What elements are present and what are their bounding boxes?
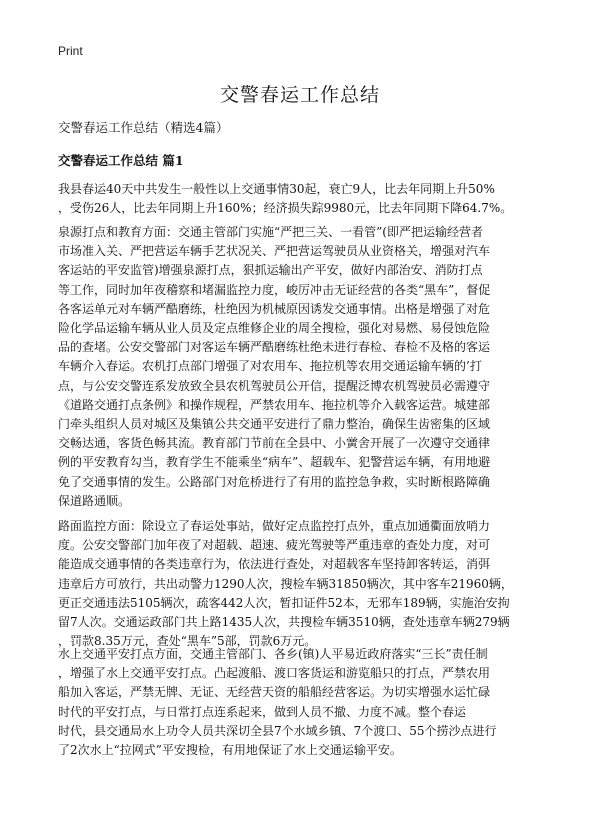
paragraph-line: 我县春运40天中共发生一般性以上交通事情30起，衰亡9人，比去年同期上升50% xyxy=(58,182,495,196)
paragraph-line: 等工作，同时加年夜稽察和堵漏监控力度，峻厉冲击无证经营的各类“黑车”，督促 xyxy=(58,282,491,297)
paragraph-line: 留7人次。交通运政部门共上路1435人次，共搜检车辆3510辆，查处违章车辆279辆 xyxy=(58,615,510,630)
paragraph-accident-statistics xyxy=(58,180,558,218)
paragraph-water-traffic xyxy=(58,645,558,760)
paragraph-line: 船加入客运，严禁无牌、无证、无经营天资的船船经营客运。为切实增强水运忙碌 xyxy=(58,685,491,700)
paragraph-line: 交畅达通，客货色畅其流。教育部门节前在全县中、小黉舍开展了一次遵守交通律 xyxy=(58,436,491,451)
paragraph-line: 路面监控方面：除设立了春运处事站，做好定点监控打点外，重点加通衢面放哨力 xyxy=(58,519,491,533)
paragraph-line: 险化学品运输车辆从业人员及定点维修企业的周全搜检，强化对易燃、易侵蚀危险 xyxy=(58,321,491,336)
paragraph-line: ，罚款8.35万元，查处“黑车”5部，罚款6万元。 xyxy=(58,634,317,649)
paragraph-line: 点，与公安交警连系发放致全县农机驾驶员公开信，提醒泛博农机驾驶员必需遵守 xyxy=(58,378,491,393)
paragraph-line: ，受伤26人，比去年同期上升160%；经济损失踪9980元，比去年同期下降64.7%。 xyxy=(58,201,513,216)
paragraph-line: 门牵头组织人员对城区及集镇公共交通平安进行了鼎力整治，确保生齿密集的区域 xyxy=(58,417,491,432)
paragraph-line: 市场准入关、严把营运车辆手艺状况关、严把营运驾驶员从业资格关，增强对汽车 xyxy=(58,244,491,259)
paragraph-line: 车辆介入春运。农机打点部门增强了对农用车、拖拉机等农用交通运输车辆的’打 xyxy=(58,359,482,374)
paragraph-line: 各客运单元对车辆严酷磨练，杜绝因为机械原因诱发交通事情。出格是增强了对危 xyxy=(58,301,491,316)
paragraph-line: ，增强了水上交通平安打点。凸起渡船、渡口客货运和游览船只的打点，严禁农用 xyxy=(58,666,491,681)
paragraph-line: 保道路通顺。 xyxy=(58,493,131,508)
paragraph-line: 度。公安交警部门加年夜了对超载、超速、疲光驾驶等严重违章的查处力度，对可 xyxy=(58,538,491,553)
paragraph-line: 时代，县交通局水上功令人员共深切全县7个水域乡镇、7个渡口、55个捞沙点进行 xyxy=(58,723,497,738)
paragraph-line: 违章后方可放行，共出动警力1290人次，搜检车辆31850辆次，其中客车21960辆， xyxy=(58,576,513,591)
paragraph-line: 了2次水上“拉网式”平安搜检，有用地保证了水上交通运输平安。 xyxy=(58,743,402,758)
paragraph-line: 更正交通违法5105辆次，疏客442人次，暂扣证件52本，无邪车189辆，实施治安拘 xyxy=(58,595,510,610)
paragraph-source-management xyxy=(58,223,558,511)
paragraph-line: 客运站的平安监管)增强泉源打点，狠抓运输出产平安，做好内部治安、消防打点 xyxy=(58,263,483,278)
paragraph-line: 泉源打点和教育方面：交通主管部门实施“严把三关、一看管”(即严把运输经营者 xyxy=(58,225,483,239)
document-title: 交警春运工作总结 xyxy=(219,84,380,106)
print-link[interactable]: Print xyxy=(58,44,83,58)
paragraph-line: 例的平安教育勾当，教育学生不能乘坐“病车”、超载车、犯警营运车辆，有用地避 xyxy=(58,455,491,470)
paragraph-line: 免了交通事情的发生。公路部门对危桥进行了有用的监控急争救，实时断根路障确 xyxy=(58,474,491,489)
document-subtitle: 交警春运工作总结（精选4篇） xyxy=(58,120,229,135)
paragraph-line: 水上交通平安打点方面，交通主管部门、各乡(镇)人平易近政府落实“三长”责任制 xyxy=(58,647,488,661)
paragraph-line: 《道路交通打点条例》和操作规程，严禁农用车、拖拉机等介入载客运营。城建部 xyxy=(58,397,491,412)
paragraph-line: 能造成交通事情的各类违章行为，依法进行查处，对超载客车坚持卸客转运，消弭 xyxy=(58,557,491,572)
section-heading: 交警春运工作总结 篇1 xyxy=(58,153,184,168)
paragraph-line: 时代的平安打点，与日常打点连系起来，做到人员不撤、力度不减。整个春运 xyxy=(58,704,467,719)
paragraph-road-monitoring xyxy=(58,517,558,651)
paragraph-line: 品的查堵。公安交警部门对客运车辆严酷磨练杜绝未进行春检、春检不及格的客运 xyxy=(58,340,491,355)
